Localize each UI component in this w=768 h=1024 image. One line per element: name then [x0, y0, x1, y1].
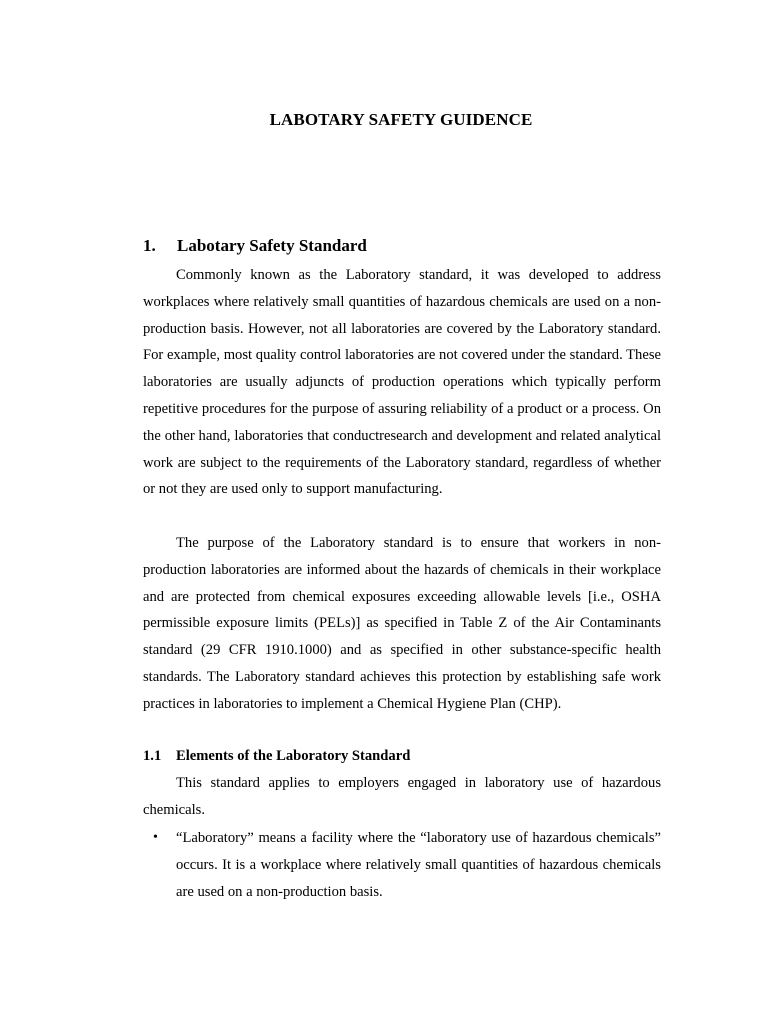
bullet-marker: • [153, 830, 158, 845]
section-1-number: 1. [143, 236, 156, 255]
document-title: LABOTARY SAFETY GUIDENCE [269, 110, 533, 129]
section-1-paragraph-2 [143, 530, 661, 718]
section-1-1-heading [143, 748, 410, 765]
section-1-1-paragraph-text: This standard applies to employers engaged in laboratory use of hazardous chemicals. [143, 775, 661, 818]
section-1-paragraph-1-text: Commonly known as the Laboratory standard, it was developed to address workplaces where relatively small quantities of hazardous chemicals are used on a non-production basis. However, not all laboratories are covered by the Laboratory standard. For example, most quality control laboratories are not covered under the standard. These laboratories are usually adjuncts of production operations which typically perform repetitive procedures for the purpose of assuring reliability of a product or a process. On the other hand, laboratories that conductresearch and development and related analytical work are subject to the requirements of the Laboratory standard, regardless of whether or not they are used only to support manufacturing. [143, 267, 661, 498]
section-1-heading [143, 236, 367, 256]
section-1-title: Labotary Safety Standard [177, 236, 367, 255]
section-1-1-number: 1.1 [143, 748, 162, 764]
bullet-item-laboratory-definition: “Laboratory” means a facility where the “laboratory use of hazardous chemicals” occurs. It is a workplace where relatively small quantities of hazardous chemicals are used on a non-production basis. [176, 830, 661, 900]
section-1-1-title: Elements of the Laboratory Standard [176, 748, 411, 764]
section-1-1-paragraph [143, 770, 661, 824]
section-1-paragraph-2-text: The purpose of the Laboratory standard is to ensure that workers in non-production laboratories are informed about the hazards of chemicals in their workplace and are protected from chemical exposures exceeding allowable levels [i.e., OSHA permissible exposure limits (PELs)] as specified in Table Z of the Air Contaminants standard (29 CFR 1910.1000) and as specified in other substance-specific health standards. The Laboratory standard achieves this protection by establishing safe work practices in laboratories to implement a Chemical Hygiene Plan (CHP). [143, 535, 661, 712]
section-1-paragraph-1 [143, 262, 661, 503]
